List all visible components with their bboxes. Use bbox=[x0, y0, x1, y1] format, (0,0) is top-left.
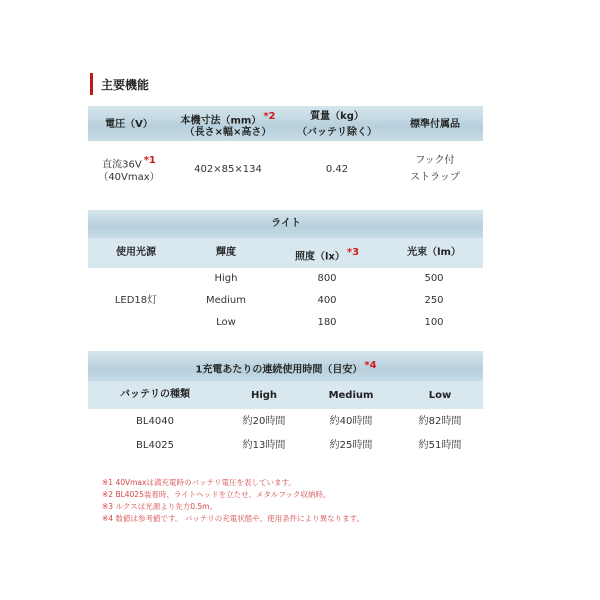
runtime-medium: 約40時間 bbox=[329, 416, 373, 427]
light-lumen: 250 bbox=[424, 295, 444, 306]
size-value: 402×85×134 bbox=[194, 164, 262, 175]
light-level: Medium bbox=[206, 295, 246, 306]
voltage-note-mark: *1 bbox=[143, 155, 156, 166]
high-header: High bbox=[250, 390, 278, 401]
runtime-low: 約51時間 bbox=[418, 440, 462, 451]
light-lumen: 500 bbox=[424, 273, 444, 284]
accessory-value-1: フック付 bbox=[415, 155, 455, 166]
voltage-value: 直流36V *1 bbox=[102, 155, 156, 171]
light-source-value: LED18灯 bbox=[114, 295, 158, 306]
runtime-high: 約20時間 bbox=[242, 416, 286, 427]
mass-header: 質量（kg） bbox=[310, 111, 364, 122]
mass-value: 0.42 bbox=[325, 164, 349, 175]
runtime-note-mark: *4 bbox=[364, 360, 377, 371]
size-note-mark: *2 bbox=[263, 111, 276, 122]
size-header-sub: （長さ×幅×高さ） bbox=[184, 127, 272, 138]
battery-type: BL4040 bbox=[136, 416, 174, 427]
accessory-value-2: ストラップ bbox=[410, 172, 460, 183]
footnote: ※4 数値は参考値です。 バッテリの充電状態や、使用条件により異なります。 bbox=[102, 514, 364, 523]
accessory-header: 標準付属品 bbox=[410, 119, 460, 130]
lux-header: 照度（lx） *3 bbox=[294, 247, 360, 263]
light-lux: 800 bbox=[317, 273, 337, 284]
brightness-header: 輝度 bbox=[216, 247, 236, 258]
light-lumen: 100 bbox=[424, 317, 444, 328]
runtime-high: 約13時間 bbox=[242, 440, 286, 451]
light-lux: 400 bbox=[317, 295, 337, 306]
lumen-header: 光束（lm） bbox=[407, 247, 461, 258]
voltage-sub-value: （40Vmax） bbox=[98, 172, 160, 183]
footnote: ※2 BL4025装着時、ライトヘッドを立たせ、メタルフック収納時。 bbox=[102, 490, 331, 499]
light-title: ライト bbox=[271, 218, 301, 229]
light-level: Low bbox=[216, 317, 236, 328]
footnotes bbox=[102, 477, 364, 525]
light-level: High bbox=[214, 273, 238, 284]
section-title: 主要機能 bbox=[101, 77, 150, 92]
footnote: ※3 ルクスは光源より先方0.5m。 bbox=[102, 502, 217, 511]
medium-header: Medium bbox=[328, 390, 374, 401]
mass-header-sub: （バッテリ除く） bbox=[297, 127, 377, 138]
runtime-title: 1充電あたりの連続使用時間（目安） *4 bbox=[195, 360, 377, 376]
size-header: 本機寸法（mm） *2 bbox=[180, 111, 276, 127]
light-lux: 180 bbox=[317, 317, 337, 328]
source-header: 使用光源 bbox=[116, 247, 156, 258]
low-header: Low bbox=[428, 390, 452, 401]
lux-note-mark: *3 bbox=[346, 247, 360, 258]
battery-type: BL4025 bbox=[136, 440, 174, 451]
footnote: ※1 40Vmaxは満充電時のバッテリ電圧を表しています。 bbox=[102, 478, 296, 487]
runtime-medium: 約25時間 bbox=[329, 440, 373, 451]
battery-header: バッテリの種類 bbox=[120, 389, 190, 400]
runtime-low: 約82時間 bbox=[418, 416, 462, 427]
voltage-header: 電圧（V） bbox=[105, 119, 153, 130]
section-heading bbox=[90, 73, 149, 95]
